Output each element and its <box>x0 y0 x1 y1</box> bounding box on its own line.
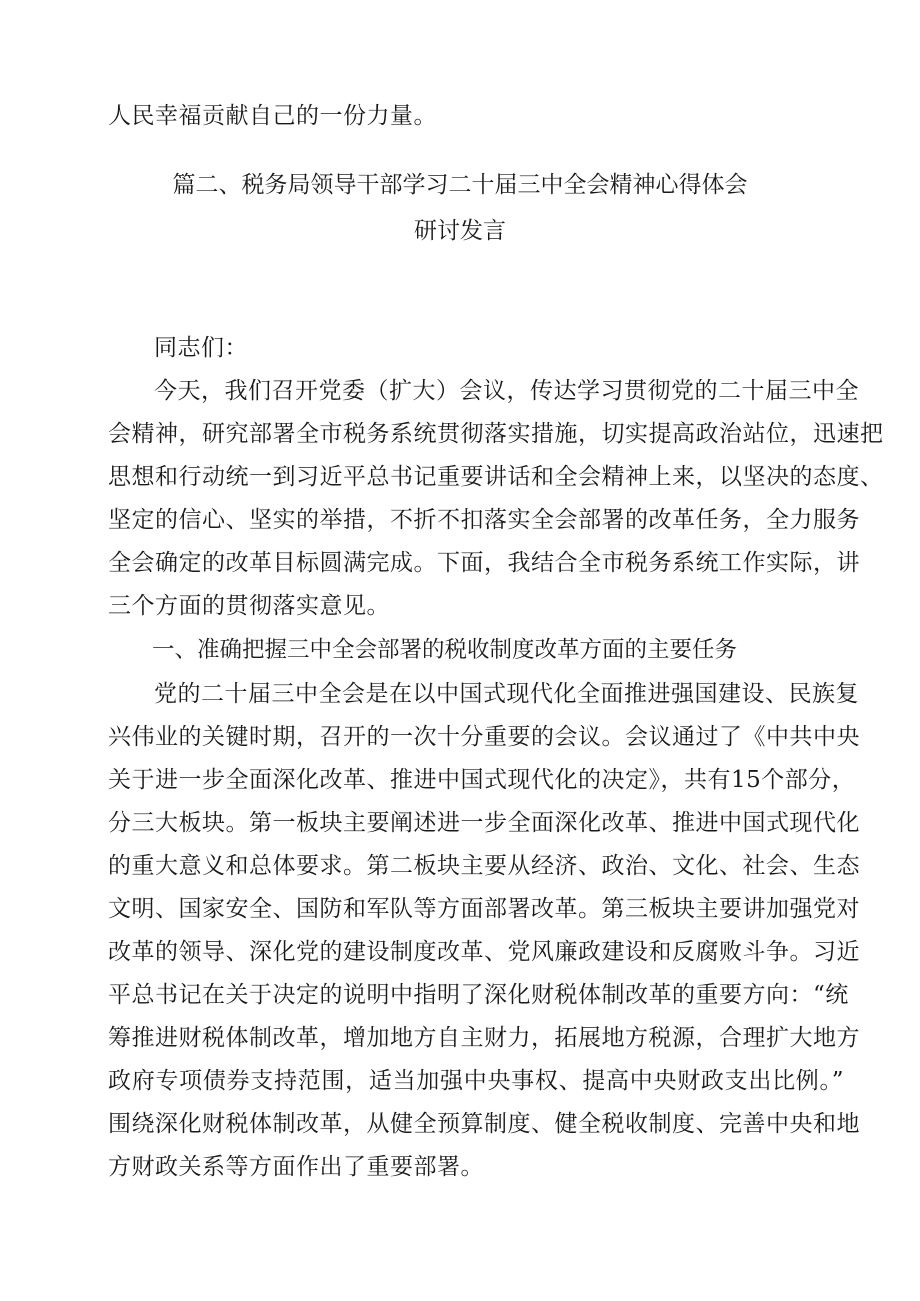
paragraph-line: 三个方面的贯彻落实意见。 <box>108 593 390 619</box>
paragraph-line: 平总书记在关于决定的说明中指明了深化财税体制改革的重要方向：“统 <box>108 982 849 1008</box>
article-title-line1: 篇二、税务局领导干部学习二十届三中全会精神心得体会 <box>172 172 748 198</box>
paragraph-line: 方财政关系等方面作出了重要部署。 <box>108 1154 484 1180</box>
paragraph-line: 筹推进财税体制改革，增加地方自主财力，拓展地方税源，合理扩大地方 <box>108 1025 860 1051</box>
paragraph-line: 今天，我们召开党委（扩大）会议，传达学习贯彻党的二十届三中全 <box>154 378 859 404</box>
paragraph-line: 围绕深化财税体制改革，从健全预算制度、健全税收制度、完善中央和地 <box>108 1111 860 1137</box>
paragraph-line: 党的二十届三中全会是在以中国式现代化全面推进强国建设、民族复 <box>154 681 859 707</box>
previous-article-tail: 人民幸福贡献自己的一份力量。 <box>108 103 437 129</box>
paragraph-line: 兴伟业的关键时期，召开的一次十分重要的会议。会议通过了《中共中央 <box>108 724 860 750</box>
paragraph-line: 会精神，研究部署全市税务系统贯彻落实措施，切实提高政治站位，迅速把 <box>108 421 884 447</box>
paragraph-line: 文明、国家安全、国防和军队等方面部署改革。第三板块主要讲加强党对 <box>108 896 860 922</box>
paragraph-line: 改革的领导、深化党的建设制度改革、党风廉政建设和反腐败斗争。习近 <box>108 939 860 965</box>
paragraph-line: 的重大意义和总体要求。第二板块主要从经济、政治、文化、社会、生态 <box>108 853 860 879</box>
paragraph-line: 思想和行动统一到习近平总书记重要讲话和全会精神上来，以坚决的态度、 <box>108 464 884 490</box>
paragraph-line: 关于进一步全面深化改革、推进中国式现代化的决定》，共有15个部分， <box>108 767 856 793</box>
paragraph-line: 坚定的信心、坚实的举措，不折不扣落实全会部署的改革任务，全力服务 <box>108 507 860 533</box>
article-title-line2: 研讨发言 <box>414 218 506 244</box>
paragraph-line: 分三大板块。第一板块主要阐述进一步全面深化改革、推进中国式现代化 <box>108 810 860 836</box>
section-heading: 一、准确把握三中全会部署的税收制度改革方面的主要任务 <box>152 637 738 663</box>
paragraph-line: 全会确定的改革目标圆满完成。下面，我结合全市税务系统工作实际，讲 <box>108 550 860 576</box>
salutation: 同志们： <box>154 335 248 361</box>
paragraph-line: 政府专项债券支持范围，适当加强中央事权、提高中央财政支出比例。” <box>108 1068 844 1094</box>
